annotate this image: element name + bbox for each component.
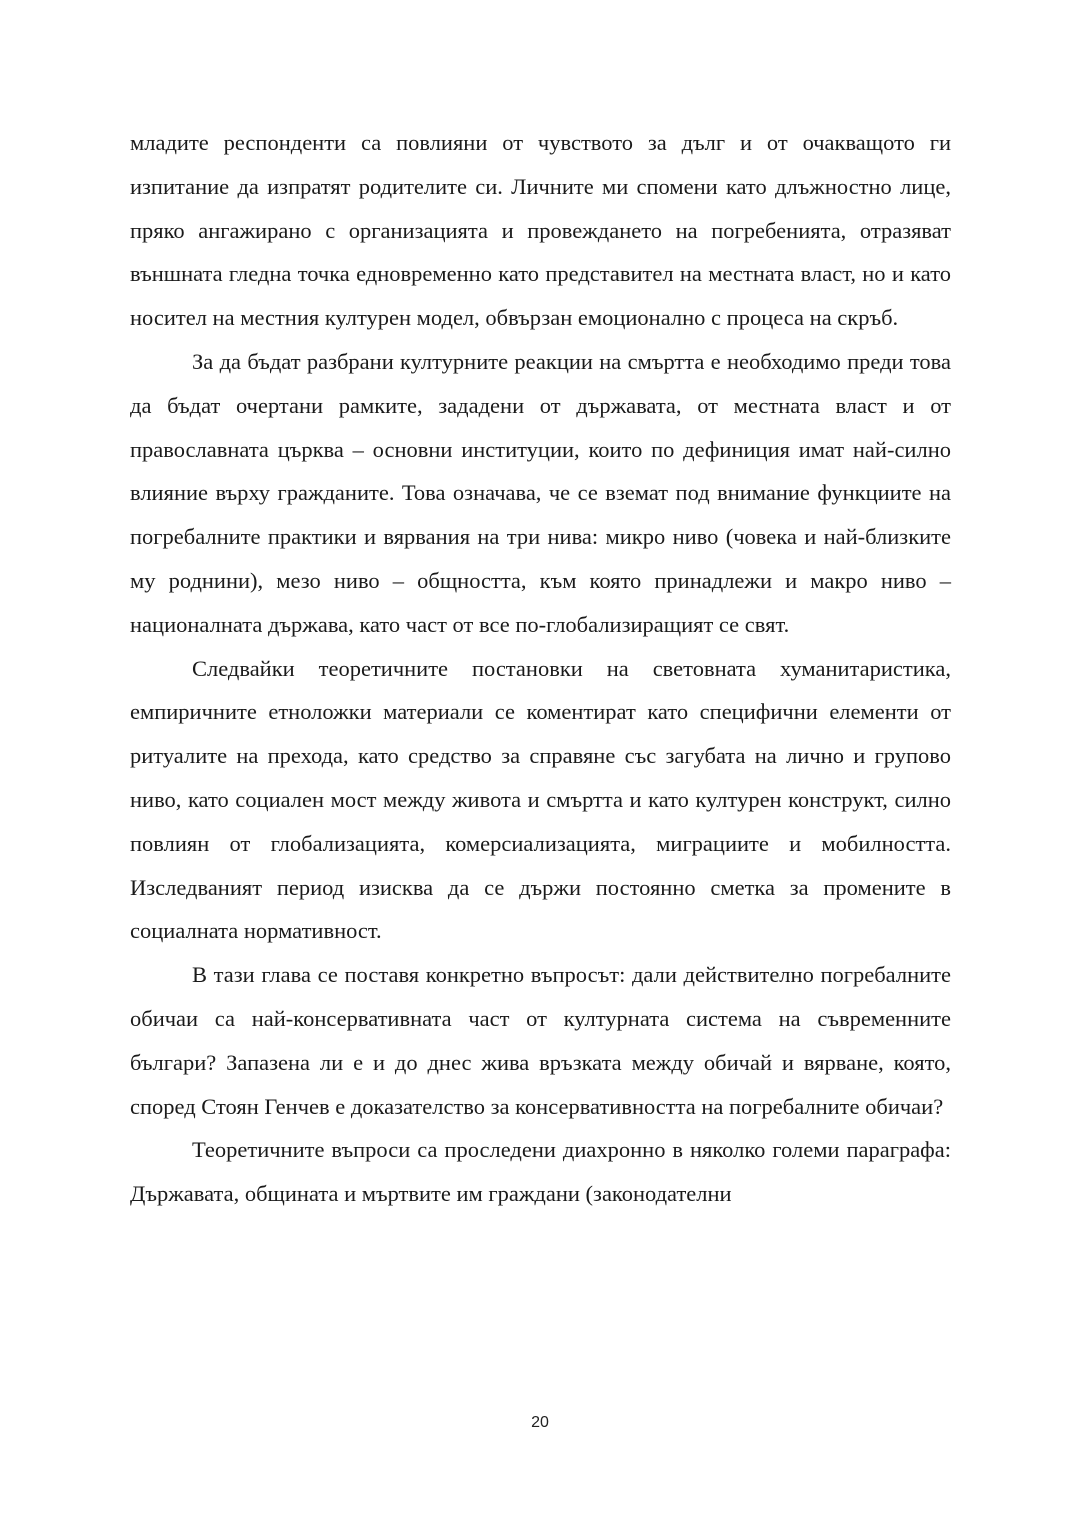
paragraph-2: За да бъдат разбрани културните реакции на смъртта е необходимо преди това да бъдат очертани рамките, зададени от държавата, от местната власт и от православната църква – основни институции, които по дефиниция имат най-силно влияние върху гражданите. Това означава, че се вземат под внимание функциите на погребалните практики и вярвания на три нива: микро ниво (човека и най-близките му роднини), мезо ниво – общността, към която принадлежи и макро ниво – националната държава, като част от все по-глобализиращият се свят. (130, 348, 951, 637)
page-number: 20 (531, 1414, 549, 1431)
paragraph-3: Следвайки теоретичните постановки на световната хуманитаристика, емпиричните етноложки материали се коментират като специфични елементи от ритуалите на прехода, като средство за справяне със загубата на лично и групово ниво, като социален мост между живота и смъртта и като културен конструкт, силно повлиян от глобализацията, комерсиализацията, миграциите и мобилността. Изследваният период изисква да се държи постоянно сметка за промените в социалната нормативност. (130, 655, 951, 944)
paragraph-5: Теоретичните въпроси са проследени диахронно в няколко големи параграфа: Държавата, общината и мъртвите им граждани (законодателни (130, 1137, 951, 1207)
paragraph-1: младите респонденти са повлияни от чувството за дълг и от очакващото ги изпитание да изпратят родителите си. Личните ми спомени като длъжностно лице, пряко ангажирано с организацията и провеждането на погребенията, отразяват външната гледна точка едновременно като представител на местната власт, но и като носител на местния културен модел, обвързан емоционално с процеса на скръб. (130, 130, 951, 331)
paragraph-4: В тази глава се поставя конкретно въпросът: дали действително погребалните обичаи са най-консервативната част от културната система на съвременните българи? Запазена ли е и до днес жива връзката между обичай и вярване, която, според Стоян Генчев е доказателство за консервативността на погребалните обичаи? (130, 962, 951, 1119)
document-body (130, 121, 951, 1216)
